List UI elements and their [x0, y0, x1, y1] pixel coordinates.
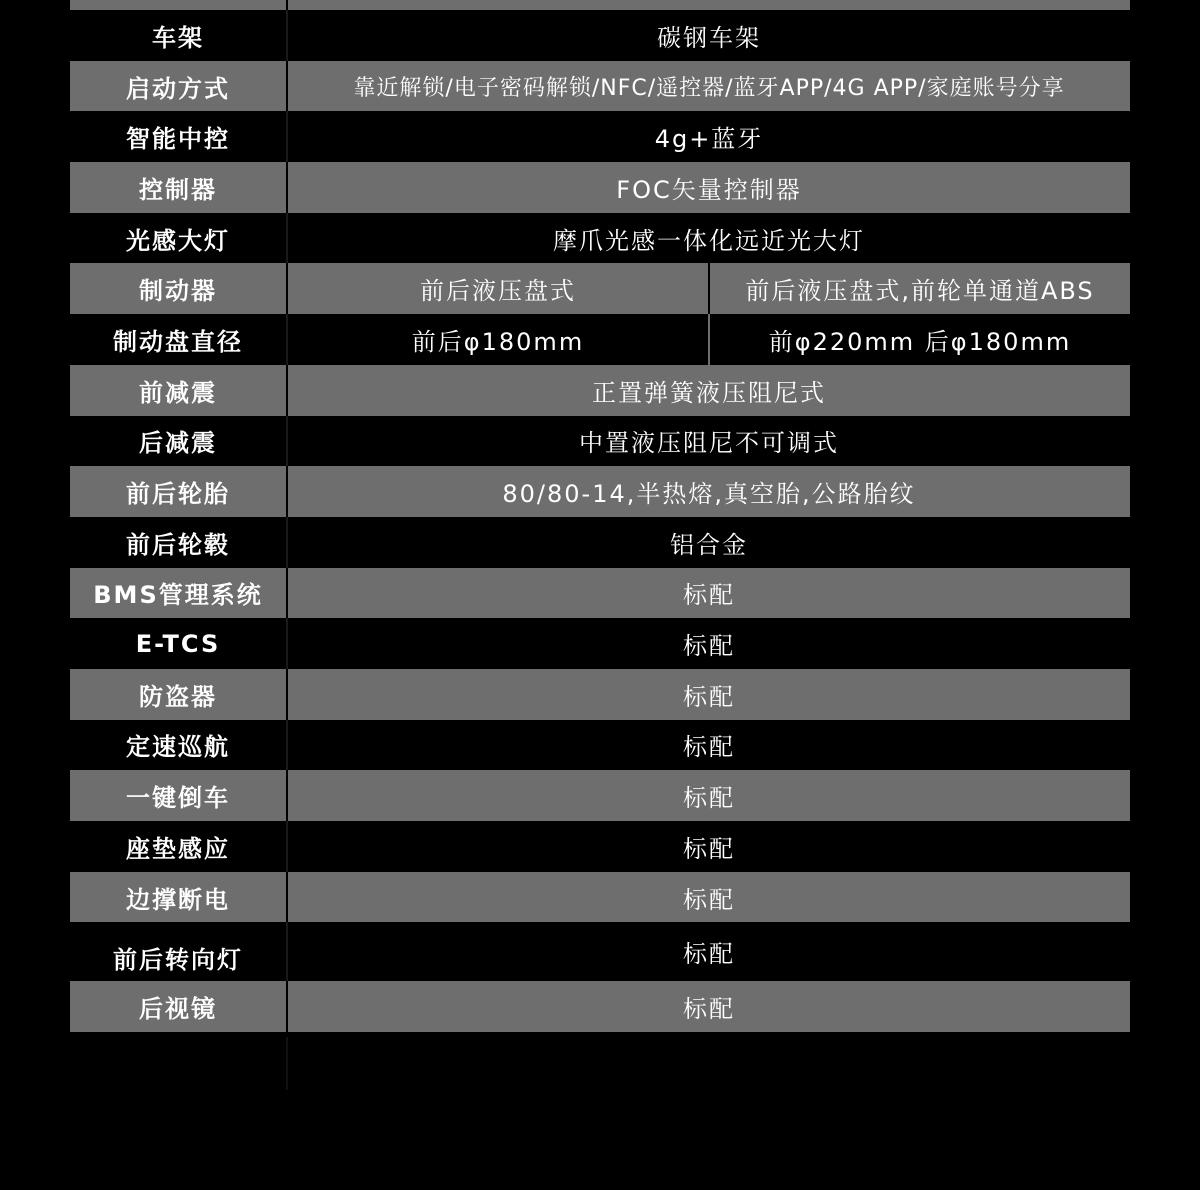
spec-value: 标配	[683, 885, 735, 914]
spec-row-disc-diameter	[70, 314, 1130, 365]
spec-label: 后减震	[139, 429, 217, 458]
spec-row-etcs	[70, 618, 1130, 669]
spec-value: 靠近解锁/电子密码解锁/NFC/遥控器/蓝牙APP/4G APP/家庭账号分享	[353, 75, 1065, 101]
spec-row-start-method	[70, 61, 1130, 112]
spec-label: 前后转向灯	[113, 946, 243, 975]
spec-value: 80/80-14,半热熔,真空胎,公路胎纹	[502, 480, 916, 509]
spec-value: 标配	[683, 940, 735, 969]
spec-value: 标配	[683, 682, 735, 711]
spec-label: 前减震	[139, 378, 217, 407]
spec-row-smart-control	[70, 111, 1130, 162]
spec-row-seat-sensor	[70, 821, 1130, 872]
spec-label: 前后轮毂	[126, 530, 230, 559]
spec-label: 光感大灯	[126, 226, 230, 255]
spec-label: 防盗器	[139, 682, 217, 711]
spec-value: 标配	[683, 632, 735, 661]
spec-label: 制动器	[139, 277, 217, 306]
spec-row-mirrors	[70, 981, 1130, 1032]
spec-label: 制动盘直径	[113, 327, 243, 356]
spec-value: 中置液压阻尼不可调式	[579, 429, 839, 458]
spec-label: 座垫感应	[126, 834, 230, 863]
spec-table	[70, 10, 1130, 1032]
spec-row-anti-theft	[70, 669, 1130, 720]
spec-row-bms	[70, 568, 1130, 619]
spec-label: 前后轮胎	[126, 480, 230, 509]
spec-value: 正置弹簧液压阻尼式	[592, 378, 826, 407]
spec-row-reverse	[70, 770, 1130, 821]
spec-label: 控制器	[139, 175, 217, 204]
spec-value: FOC矢量控制器	[616, 175, 802, 204]
spec-label: BMS管理系统	[93, 581, 263, 610]
spec-row-tires	[70, 466, 1130, 517]
spec-row-front-suspension	[70, 365, 1130, 416]
spec-row-headlight	[70, 213, 1130, 264]
spec-label: E-TCS	[135, 629, 221, 658]
spec-row-controller	[70, 162, 1130, 213]
spec-label: 一键倒车	[126, 784, 230, 813]
spec-label: 智能中控	[126, 125, 230, 154]
column-divider	[286, 0, 288, 10]
table-top-edge	[70, 0, 1130, 10]
spec-label: 定速巡航	[126, 733, 230, 762]
spec-value: 标配	[683, 995, 735, 1024]
spec-value: 铝合金	[670, 530, 748, 559]
spec-value: 摩爪光感一体化远近光大灯	[553, 226, 865, 255]
spec-row-rear-suspension	[70, 416, 1130, 467]
spec-value-variant-b: 前φ220mm 后φ180mm	[768, 327, 1072, 356]
spec-row-frame	[70, 10, 1130, 61]
spec-label: 启动方式	[126, 74, 230, 103]
spec-value: 标配	[683, 834, 735, 863]
spec-value-variant-a: 前后φ180mm	[411, 327, 585, 356]
spec-value-variant-b: 前后液压盘式,前轮单通道ABS	[745, 277, 1095, 306]
spec-value: 标配	[683, 581, 735, 610]
spec-label: 车架	[152, 23, 204, 52]
spec-row-brake	[70, 263, 1130, 314]
spec-value: 碳钢车架	[657, 23, 761, 52]
spec-row-cruise-control	[70, 720, 1130, 771]
column-divider-tail	[286, 1037, 288, 1090]
spec-row-wheels	[70, 517, 1130, 568]
spec-value-variant-a: 前后液压盘式	[420, 277, 576, 306]
spec-row-turn-signals	[70, 922, 1130, 981]
spec-label: 边撑断电	[126, 885, 230, 914]
spec-value: 标配	[683, 784, 735, 813]
spec-value: 4g+蓝牙	[654, 125, 764, 154]
spec-value: 标配	[683, 733, 735, 762]
spec-row-kickstand-cutoff	[70, 872, 1130, 923]
spec-label: 后视镜	[139, 995, 217, 1024]
